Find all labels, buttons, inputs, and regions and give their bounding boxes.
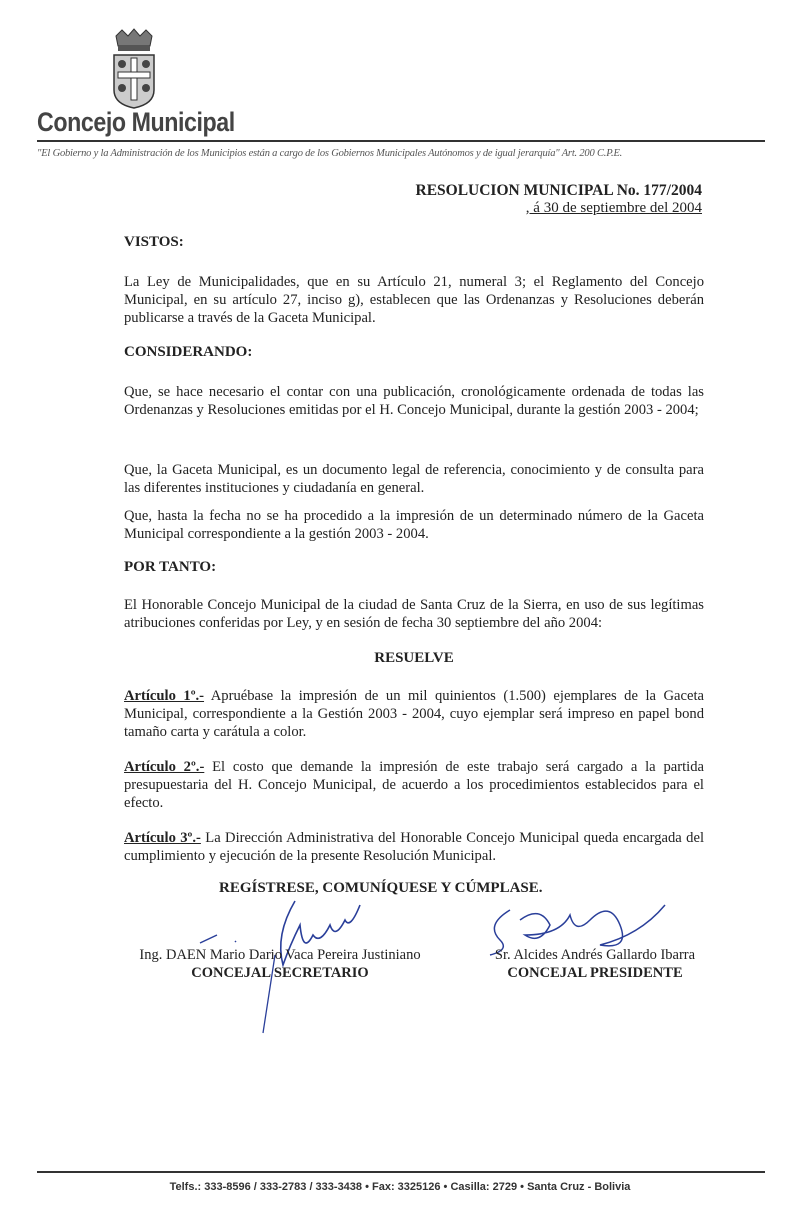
article-3 [124,829,704,865]
article-text: El costo que demande la impresión de este trabajo será cargado a la partida presupuestaria del H. Concejo Municipal, de acuerdo a los procedimientos establecidos para el efecto. [124,759,704,811]
signer-name: Sr. Alcides Andrés Gallardo Ibarra [494,947,696,963]
resolution-title: RESOLUCION MUNICIPAL No. 177/2004 [415,182,702,199]
portanto-heading: POR TANTO: [124,559,217,575]
article-1 [124,687,704,741]
footer-contact: Telfs.: 333-8596 / 333-2783 / 333-3438 • Fax: 3325126 • Casilla: 2729 • Santa Cruz - Bolivia [169,1181,631,1193]
signature-block-secretario [120,946,440,982]
article-2 [124,758,704,812]
considerando-1: Que, se hace necesario el contar con una publicación, cronológicamente ordenada de todas las Ordenanzas y Resoluciones emitidas por el H. Concejo Municipal, durante la gestión 2003 - 2004; [124,384,704,418]
considerando-2: Que, la Gaceta Municipal, es un documento legal de referencia, conocimiento y de consulta para las diferentes instituciones y ciudadanía en general. [124,462,704,496]
signer-name: Ing. DAEN Mario Dario Vaca Pereira Justiniano [139,947,421,963]
coat-of-arms-icon [108,28,160,110]
resuelve-heading: RESUELVE [374,650,454,666]
considerando-3: Que, hasta la fecha no se ha procedido a la impresión de un determinado número de la Gaceta Municipal correspondiente a la gestión 2003 - 2004. [124,508,704,542]
motto: "El Gobierno y la Administración de los Municipios están a cargo de los Gobiernos Municipales Autónomos y de igual jerarquía" Art. 200 C.P.E. [37,148,623,159]
vistos-heading: VISTOS: [124,234,184,250]
article-label: Artículo 1º.- [124,688,205,704]
signer-title: CONCEJAL SECRETARIO [191,965,369,981]
footer-divider [37,1171,765,1173]
signer-title: CONCEJAL PRESIDENTE [507,965,683,981]
org-name: Concejo Municipal [37,107,235,137]
resolution-date: , á 30 de septiembre del 2004 [525,200,702,216]
considerando-heading: CONSIDERANDO: [124,344,253,360]
vistos-text: La Ley de Municipalidades, que en su Artículo 21, numeral 3; el Reglamento del Concejo Municipal, en su artículo 27, inciso g), establecen que las Ordenanzas y Resoluciones deberán publicarse a través de la Gaceta Municipal. [124,274,704,326]
header-divider [37,140,765,142]
article-text: La Dirección Administrativa del Honorable Concejo Municipal queda encargada del cumplimiento y ejecución de la presente Resolución Municipal. [124,830,704,864]
article-label: Artículo 2º.- [124,759,205,775]
article-label: Artículo 3º.- [124,830,201,846]
article-text: Apruébase la impresión de un mil quinientos (1.500) ejemplares de la Gaceta Municipal, correspondiente a la Gestión 2003 - 2004, cuyo ejemplar será impreso en papel bond tamaño carta y carátula a color. [124,688,704,740]
portanto-text: El Honorable Concejo Municipal de la ciudad de Santa Cruz de la Sierra, en uso de sus legítimas atribuciones conferidas por Ley, y en sesión de fecha 30 septiembre del año 2004: [124,597,704,631]
closing-formula: REGÍSTRESE, COMUNÍQUESE Y CÚMPLASE. [219,880,543,896]
signature-block-presidente [455,946,735,982]
